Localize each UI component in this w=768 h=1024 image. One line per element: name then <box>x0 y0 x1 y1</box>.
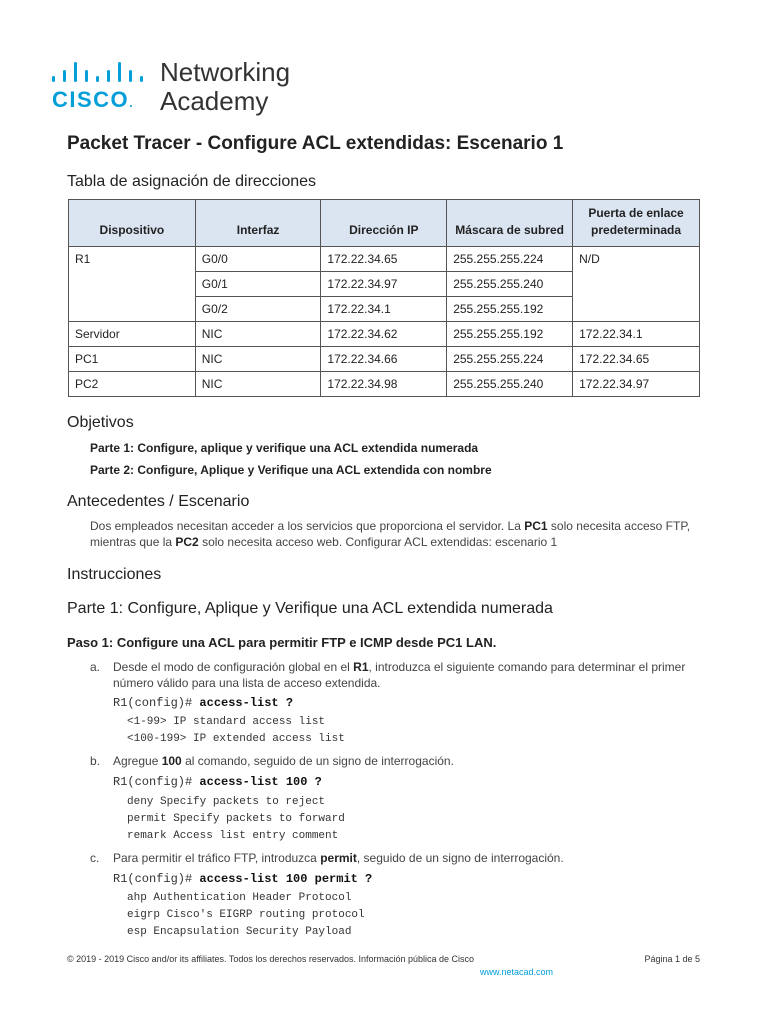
cell-ip: 172.22.34.65 <box>321 247 447 272</box>
cell-gateway: 172.22.34.97 <box>573 372 700 397</box>
cell-gateway: N/D <box>573 247 700 322</box>
command-output-line: eigrp Cisco's EIGRP routing protocol <box>127 909 365 921</box>
cell-interface: NIC <box>195 347 321 372</box>
logo-academy: Academy <box>160 86 269 116</box>
footer-page-number: Página 1 de 5 <box>644 954 700 964</box>
objective-item: Parte 2: Configure, Aplique y Verifique una ACL extendida con nombre <box>90 463 492 477</box>
part1-heading: Parte 1: Configure, Aplique y Verifique una ACL extendida numerada <box>67 600 553 617</box>
cisco-bars-logo-icon <box>52 60 148 82</box>
cisco-wordmark: CISCO. <box>52 87 135 112</box>
cell-mask: 255.255.255.192 <box>447 297 573 322</box>
cell-mask: 255.255.255.192 <box>447 322 573 347</box>
cell-ip: 172.22.34.97 <box>321 272 447 297</box>
col-header: Dirección IP <box>321 200 447 247</box>
objectives-heading: Objetivos <box>67 414 134 431</box>
table-row <box>69 372 700 397</box>
cell-ip: 172.22.34.1 <box>321 297 447 322</box>
command-output-line: remark Access list entry comment <box>127 830 339 842</box>
col-header: Interfaz <box>195 200 321 247</box>
addressing-table <box>68 199 700 397</box>
table-row <box>69 247 700 272</box>
cell-mask: 255.255.255.240 <box>447 272 573 297</box>
instructions-heading: Instrucciones <box>67 566 162 583</box>
command-output-line: permit Specify packets to forward <box>127 813 345 825</box>
addressing-heading: Tabla de asignación de direcciones <box>67 173 317 190</box>
command-output-line: esp Encapsulation Security Payload <box>127 926 352 938</box>
cell-gateway: 172.22.34.65 <box>573 347 700 372</box>
table-row <box>69 322 700 347</box>
footer-url-link[interactable]: www.netacad.com <box>480 967 554 977</box>
item-letter-b: b. <box>90 754 101 768</box>
cell-interface: NIC <box>195 322 321 347</box>
table-header-row <box>69 200 700 247</box>
logo-networking: Networking <box>160 57 291 87</box>
cell-mask: 255.255.255.224 <box>447 247 573 272</box>
step1-heading: Paso 1: Configure una ACL para permitir FTP e ICMP desde PC1 LAN. <box>67 635 497 650</box>
cell-interface: NIC <box>195 372 321 397</box>
cell-ip: 172.22.34.98 <box>321 372 447 397</box>
cell-device: Servidor <box>69 322 196 347</box>
command-output-line: deny Specify packets to reject <box>127 796 326 808</box>
cell-ip: 172.22.34.66 <box>321 347 447 372</box>
item-letter-c: c. <box>90 851 100 865</box>
item-text-b: Agregue 100 al comando, seguido de un signo de interrogación. <box>113 754 454 768</box>
cell-device: PC2 <box>69 372 196 397</box>
cell-interface: G0/1 <box>195 272 321 297</box>
background-heading: Antecedentes / Escenario <box>67 493 250 510</box>
command-output-line: <100-199> IP extended access list <box>127 733 345 745</box>
command-output-line: ahp Authentication Header Protocol <box>127 892 352 904</box>
item-text-c: Para permitir el tráfico FTP, introduzca permit, seguido de un signo de interrogación. <box>113 851 564 865</box>
page-title: Packet Tracer - Configure ACL extendidas: Escenario 1 <box>67 133 564 154</box>
cell-interface: G0/2 <box>195 297 321 322</box>
item-letter-a: a. <box>90 660 101 674</box>
cell-interface: G0/0 <box>195 247 321 272</box>
cell-mask: 255.255.255.240 <box>447 372 573 397</box>
cell-ip: 172.22.34.62 <box>321 322 447 347</box>
command-line-a: R1(config)# access-list ? <box>113 696 294 710</box>
table-row <box>69 347 700 372</box>
col-header: Dispositivo <box>69 200 196 247</box>
command-line-b: R1(config)# access-list 100 ? <box>113 775 322 789</box>
cell-mask: 255.255.255.224 <box>447 347 573 372</box>
col-header: Puerta de enlace predeterminada <box>573 200 700 247</box>
footer-copyright: © 2019 - 2019 Cisco and/or its affiliates. Todos los derechos reservados. Información pública de Cisco <box>67 954 475 964</box>
item-text-a: Desde el modo de configuración global en el R1, introduzca el siguiente comando para determinar el primer número válido para una lista de acceso extendida. <box>113 660 686 690</box>
col-header: Máscara de subred <box>447 200 573 247</box>
cell-device: R1 <box>69 247 196 322</box>
background-paragraph: Dos empleados necesitan acceder a los servicios que proporciona el servidor. La PC1 solo necesita acceso FTP, mientras que la PC2 solo necesita acceso web. Configurar ACL extendidas: escenario 1 <box>90 519 691 549</box>
command-line-c: R1(config)# access-list 100 permit ? <box>113 872 373 886</box>
objective-item: Parte 1: Configure, aplique y verifique una ACL extendida numerada <box>90 441 479 455</box>
cell-gateway: 172.22.34.1 <box>573 322 700 347</box>
command-output-line: <1-99> IP standard access list <box>127 716 326 728</box>
cell-device: PC1 <box>69 347 196 372</box>
